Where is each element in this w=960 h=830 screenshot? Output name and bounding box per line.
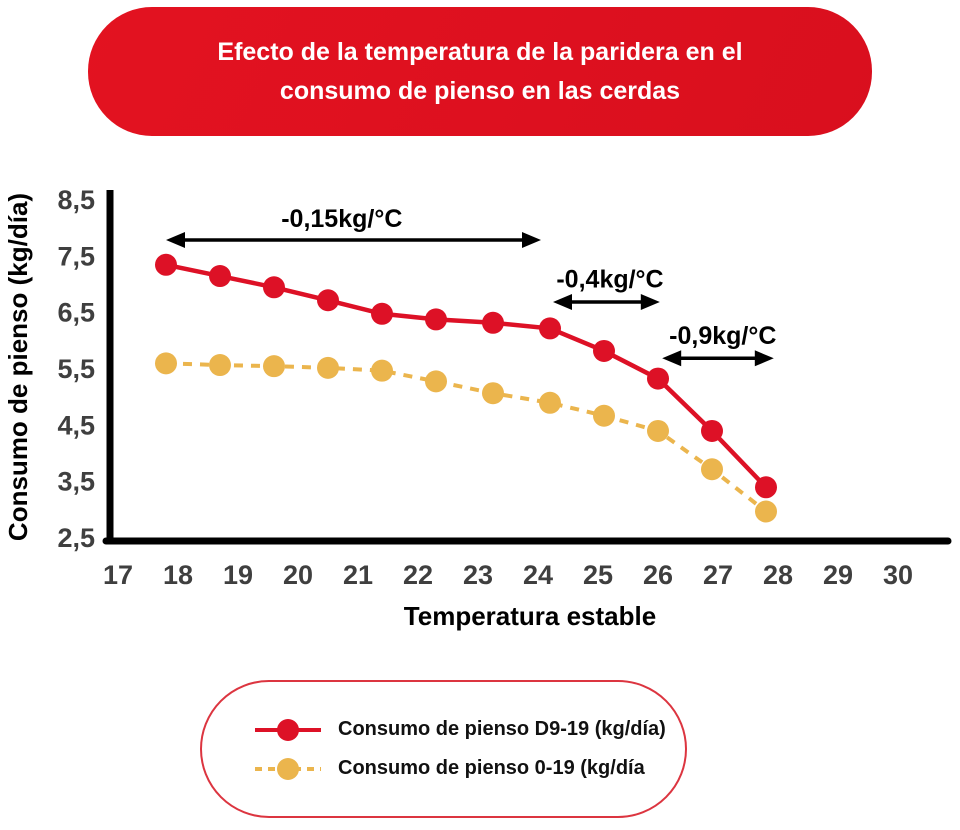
legend-label-d9-19: Consumo de pienso D9-19 (kg/día)	[338, 718, 666, 740]
svg-text:7,5: 7,5	[57, 241, 95, 272]
legend-label-0-19: Consumo de pienso 0-19 (kg/día	[338, 757, 645, 779]
legend-marker-yellow-dashed-line-icon	[252, 756, 324, 782]
svg-text:3,5: 3,5	[57, 466, 95, 497]
svg-text:-0,15kg/°C: -0,15kg/°C	[281, 205, 403, 234]
svg-text:28: 28	[762, 560, 794, 590]
svg-text:Temperatura estable: Temperatura estable	[403, 601, 657, 631]
svg-text:2,5: 2,5	[57, 522, 95, 553]
svg-text:17: 17	[102, 560, 134, 590]
svg-text:-0,4kg/°C: -0,4kg/°C	[556, 265, 664, 294]
svg-text:19: 19	[222, 560, 254, 590]
feed-consumption-chart	[0, 155, 960, 670]
svg-text:4,5: 4,5	[57, 410, 95, 441]
svg-text:Consumo de pienso (kg/día): Consumo de pienso (kg/día)	[3, 192, 33, 542]
legend	[200, 680, 687, 818]
svg-text:-0,9kg/°C: -0,9kg/°C	[669, 322, 777, 351]
svg-text:18: 18	[162, 560, 194, 590]
svg-text:8,5: 8,5	[57, 185, 95, 215]
svg-text:25: 25	[582, 560, 614, 590]
svg-text:6,5: 6,5	[57, 297, 95, 328]
title-line-2: consumo de pienso en las cerdas	[279, 76, 681, 105]
legend-item-d9-19	[252, 717, 685, 743]
svg-text:27: 27	[702, 560, 734, 590]
svg-text:5,5: 5,5	[57, 353, 95, 384]
legend-marker-red-line-icon	[252, 717, 324, 743]
svg-text:22: 22	[402, 560, 434, 590]
svg-text:20: 20	[282, 560, 314, 590]
svg-text:24: 24	[522, 560, 554, 590]
svg-text:29: 29	[822, 560, 854, 590]
legend-item-0-19	[252, 756, 685, 782]
svg-text:26: 26	[642, 560, 674, 590]
svg-text:23: 23	[462, 560, 494, 590]
svg-text:21: 21	[342, 560, 374, 590]
title-banner	[88, 7, 872, 136]
title-line-1: Efecto de la temperatura de la paridera en el	[217, 37, 743, 66]
svg-text:30: 30	[882, 560, 914, 590]
